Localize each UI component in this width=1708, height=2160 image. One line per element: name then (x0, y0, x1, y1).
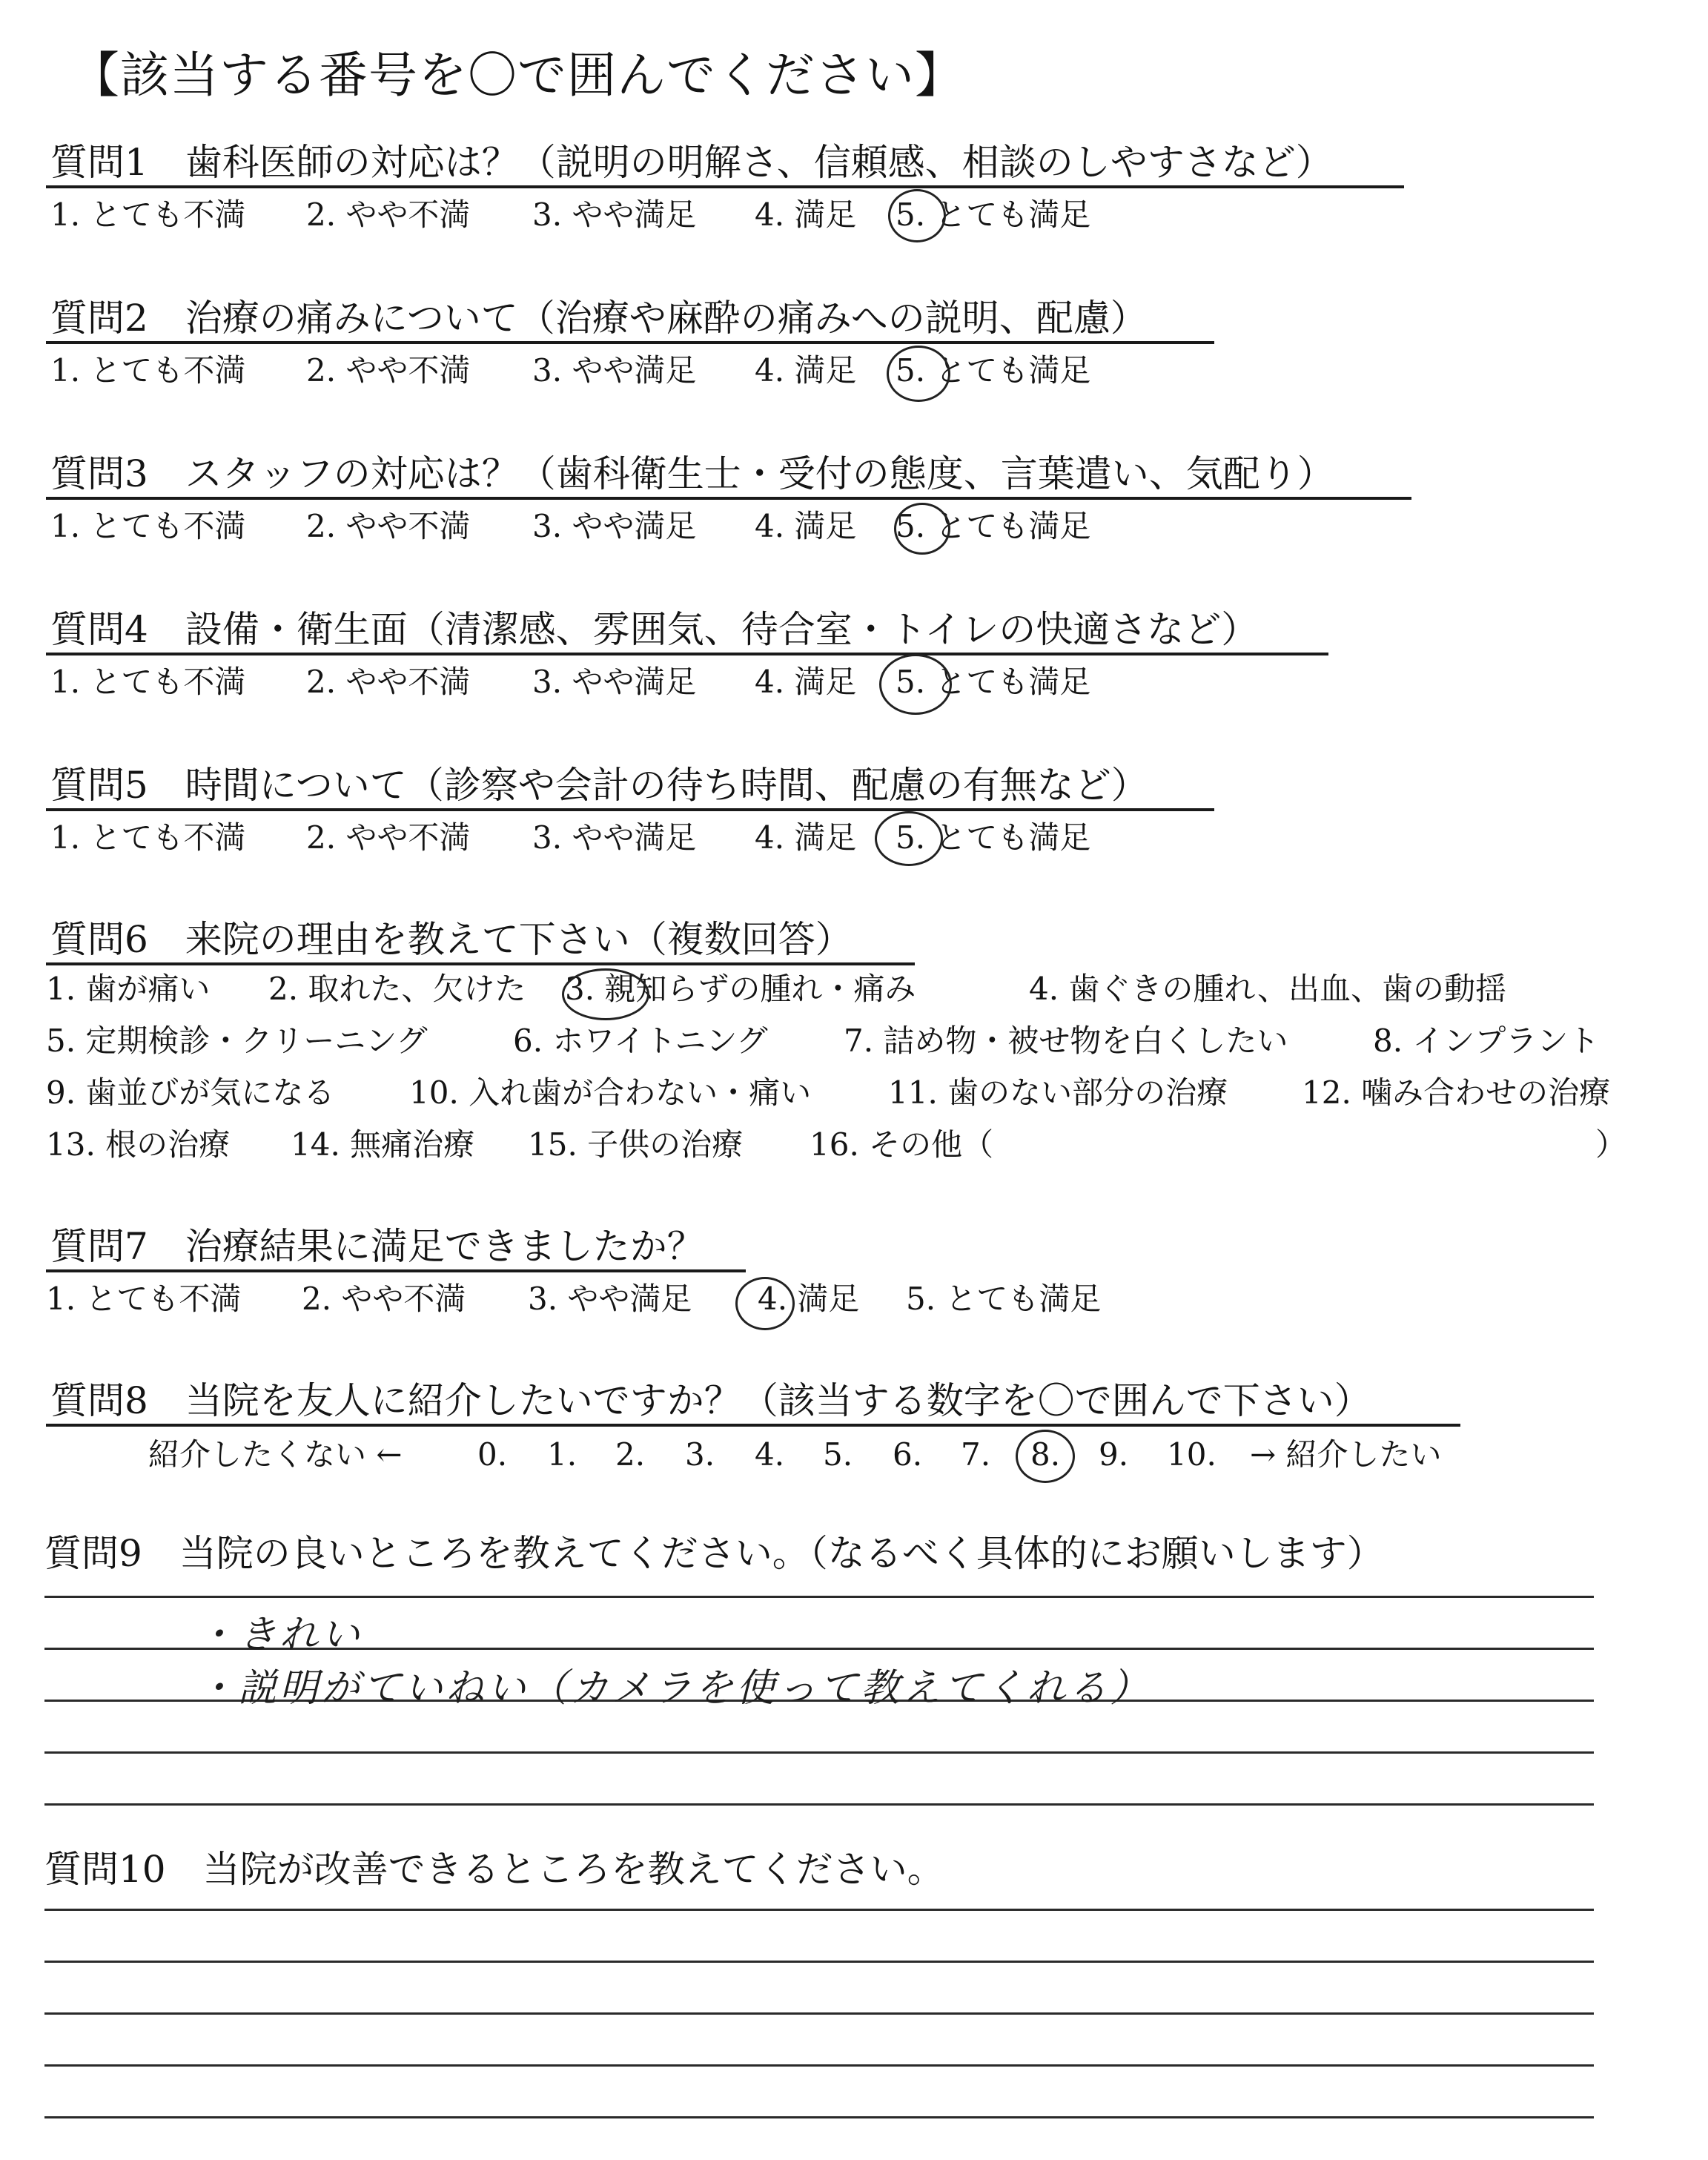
q8-scale-0[interactable]: 0. (477, 1436, 508, 1473)
q1-underline (46, 185, 1404, 188)
q10-line-5 (44, 2116, 1594, 2118)
q6-option-11[interactable]: 11. 歯のない部分の治療 (888, 1074, 1228, 1111)
q5-selected-circle (875, 811, 943, 866)
q10-line-2 (44, 1961, 1594, 1963)
q8-scale-9[interactable]: 9. (1099, 1436, 1129, 1473)
q7-option-1[interactable]: 1. とても不満 (46, 1281, 242, 1317)
q5-label: 質問5 時間について（診察や会計の待ち時間、配慮の有無など） (50, 764, 1148, 807)
q9-label: 質問9 当院の良いところを教えてください。（なるべく具体的にお願いします） (44, 1532, 1384, 1575)
q6-option-9[interactable]: 9. 歯並びが気になる (46, 1074, 335, 1111)
q6-option-12[interactable]: 12. 噛み合わせの治療 (1302, 1074, 1611, 1111)
q4-option-1[interactable]: 1. とても不満 (50, 664, 246, 700)
q8-selected-circle (1016, 1430, 1075, 1483)
q6-option-4[interactable]: 4. 歯ぐきの腫れ、出血、歯の動揺 (1029, 971, 1506, 1007)
q4-underline (46, 653, 1328, 655)
q1-option-4[interactable]: 4. 満足 (755, 196, 857, 233)
q1-selected-circle (888, 189, 946, 242)
q4-selected-circle (879, 654, 952, 715)
q8-scale-10[interactable]: 10. (1167, 1436, 1217, 1473)
q6-selected-circle (562, 968, 649, 1020)
q3-option-4[interactable]: 4. 満足 (755, 508, 857, 544)
q5-option-3[interactable]: 3. やや満足 (532, 819, 697, 856)
q2-underline (46, 341, 1214, 344)
q2-option-3[interactable]: 3. やや満足 (532, 352, 697, 389)
q2-option-1[interactable]: 1. とても不満 (50, 352, 246, 389)
q4-option-5[interactable]: 5. とても満足 (896, 664, 1091, 700)
page-title: 【該当する番号を〇で囲んでください】 (70, 47, 964, 104)
q2-label: 質問2 治療の痛みについて（治療や麻酔の痛みへの説明、配慮） (50, 297, 1148, 340)
q1-option-2[interactable]: 2. やや不満 (306, 196, 471, 233)
q6-label: 質問6 来院の理由を教えて下さい（複数回答） (50, 918, 853, 961)
q5-option-5[interactable]: 5. とても満足 (896, 819, 1091, 856)
q2-option-2[interactable]: 2. やや不満 (306, 352, 471, 389)
q7-option-2[interactable]: 2. やや不満 (302, 1281, 466, 1317)
q8-left-label: 紹介したくない ← (148, 1436, 403, 1473)
q5-option-2[interactable]: 2. やや不満 (306, 819, 471, 856)
q9-line-5 (44, 1803, 1594, 1806)
q6-option-5[interactable]: 5. 定期検診・クリーニング (46, 1023, 428, 1059)
q5-option-1[interactable]: 1. とても不満 (50, 819, 246, 856)
q4-option-4[interactable]: 4. 満足 (755, 664, 857, 700)
q7-option-3[interactable]: 3. やや満足 (528, 1281, 692, 1317)
q8-underline (46, 1424, 1460, 1427)
q8-scale-7[interactable]: 7. (961, 1436, 991, 1473)
q3-option-2[interactable]: 2. やや不満 (306, 508, 471, 544)
q8-right-label: → 紹介したい (1250, 1436, 1442, 1473)
q6-option-2[interactable]: 2. 取れた、欠けた (268, 971, 526, 1007)
q6-option-14[interactable]: 14. 無痛治療 (291, 1126, 475, 1163)
q3-option-3[interactable]: 3. やや満足 (532, 508, 697, 544)
q4-option-3[interactable]: 3. やや満足 (532, 664, 697, 700)
q3-label: 質問3 スタッフの対応は？（歯科衛生士・受付の態度、言葉遣い、気配り） (50, 452, 1334, 495)
q2-selected-circle (887, 346, 950, 402)
q8-scale-8[interactable]: 8. (1030, 1436, 1061, 1473)
q6-underline (46, 962, 915, 965)
q10-line-1 (44, 1909, 1594, 1911)
q8-scale-6[interactable]: 6. (893, 1436, 923, 1473)
q6-option-6[interactable]: 6. ホワイトニング (513, 1023, 768, 1059)
q8-scale-5[interactable]: 5. (823, 1436, 853, 1473)
q9-answer-1[interactable]: ・きれい (196, 1613, 363, 1657)
q1-option-5[interactable]: 5. とても満足 (896, 196, 1091, 233)
q6-option-8[interactable]: 8. インプラント (1373, 1023, 1600, 1059)
q8-scale-1[interactable]: 1. (547, 1436, 577, 1473)
q6-option-15[interactable]: 15. 子供の治療 (528, 1126, 744, 1163)
q1-option-1[interactable]: 1. とても不満 (50, 196, 246, 233)
q8-label: 質問8 当院を友人に紹介したいですか？（該当する数字を〇で囲んで下さい） (50, 1379, 1371, 1422)
q6-option-13[interactable]: 13. 根の治療 (46, 1126, 231, 1163)
q7-selected-circle (735, 1277, 795, 1330)
q3-selected-circle (894, 503, 950, 555)
q10-line-3 (44, 2012, 1594, 2015)
q6-option-16[interactable]: 16. その他（ (810, 1126, 994, 1163)
q9-answer-2[interactable]: ・説明がていねい（カメラを使って教えてくれる） (196, 1666, 1152, 1711)
q1-label: 質問1 歯科医師の対応は？（説明の明解さ、信頼感、相談のしやすさなど） (50, 141, 1333, 184)
q3-underline (46, 497, 1411, 500)
q1-option-3[interactable]: 3. やや満足 (532, 196, 697, 233)
q7-option-4[interactable]: 4. 満足 (758, 1281, 860, 1317)
q3-option-5[interactable]: 5. とても満足 (896, 508, 1091, 544)
q7-label: 質問7 治療結果に満足できましたか？ (50, 1225, 704, 1268)
q3-option-1[interactable]: 1. とても不満 (50, 508, 246, 544)
q5-option-4[interactable]: 4. 満足 (755, 819, 857, 856)
q10-line-4 (44, 2064, 1594, 2067)
q6-other-close-paren: ） (1595, 1126, 1627, 1163)
q8-scale-4[interactable]: 4. (755, 1436, 785, 1473)
q6-option-1[interactable]: 1. 歯が痛い (46, 971, 211, 1007)
q9-line-1 (44, 1596, 1594, 1598)
q6-option-7[interactable]: 7. 詰め物・被せ物を白くしたい (844, 1023, 1288, 1059)
q10-label: 質問10 当院が改善できるところを教えてください。 (44, 1848, 944, 1891)
q5-underline (46, 808, 1214, 811)
q4-option-2[interactable]: 2. やや不満 (306, 664, 471, 700)
q6-option-3[interactable]: 3. 親知らずの腫れ・痛み (565, 971, 916, 1007)
q4-label: 質問4 設備・衛生面（清潔感、雰囲気、待合室・トイレの快適さなど） (50, 608, 1259, 651)
q8-scale-2[interactable]: 2. (615, 1436, 646, 1473)
q2-option-5[interactable]: 5. とても満足 (896, 352, 1091, 389)
q9-line-4 (44, 1751, 1594, 1754)
q7-option-5[interactable]: 5. とても満足 (906, 1281, 1102, 1317)
q2-option-4[interactable]: 4. 満足 (755, 352, 857, 389)
q8-scale-3[interactable]: 3. (685, 1436, 715, 1473)
q7-underline (46, 1269, 746, 1272)
q6-option-10[interactable]: 10. 入れ歯が合わない・痛い (409, 1074, 812, 1111)
